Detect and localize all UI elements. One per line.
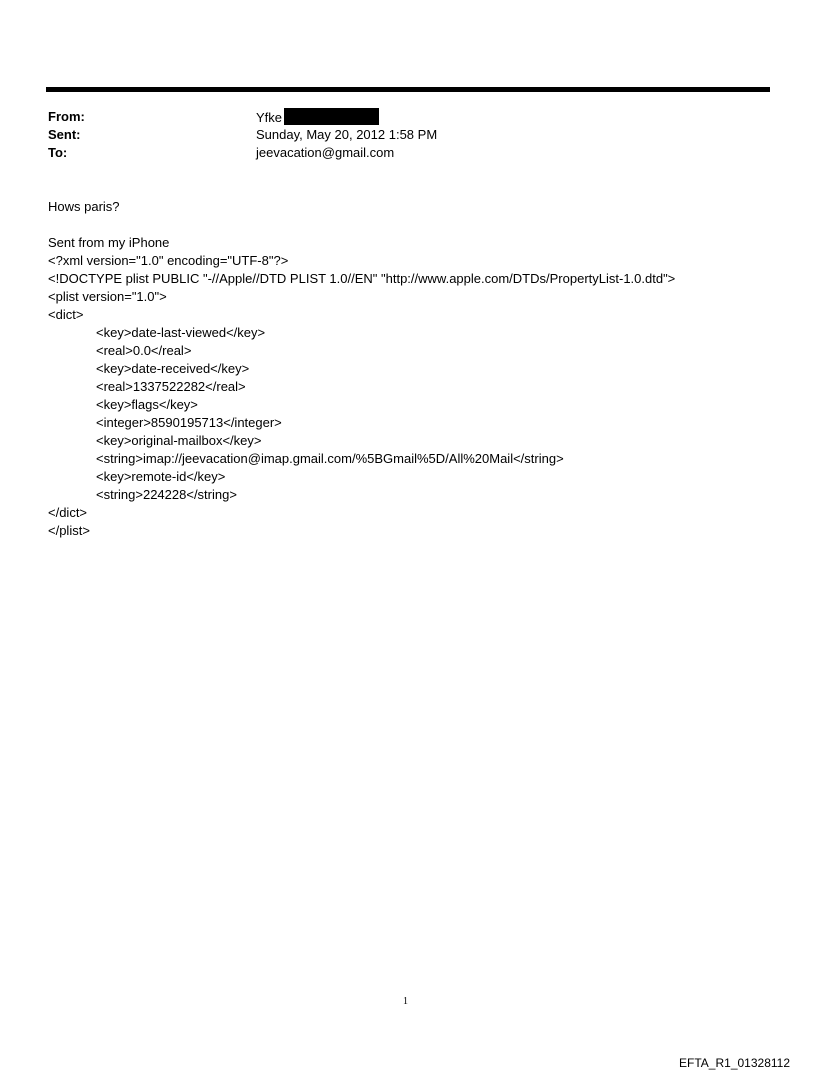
- document-id: EFTA_R1_01328112: [679, 1056, 790, 1070]
- xml-dict-line: <string>imap://jeevacation@imap.gmail.com/%5BGmail%5D/All%20Mail</string>: [96, 451, 564, 466]
- to-row: [48, 144, 437, 162]
- email-header: [48, 108, 437, 162]
- signature-line: Sent from my iPhone: [48, 235, 170, 250]
- xml-dict-line: <key>date-received</key>: [96, 361, 250, 376]
- greeting-line: Hows paris?: [48, 199, 120, 214]
- sent-label: Sent:: [48, 127, 81, 142]
- to-value: jeevacation@gmail.com: [256, 145, 395, 160]
- xml-dict-line: <key>original-mailbox</key>: [96, 433, 262, 448]
- xml-dict-line: <real>0.0</real>: [96, 343, 192, 358]
- blank-line: [48, 216, 788, 234]
- xml-dict-line: <key>remote-id</key>: [96, 469, 226, 484]
- from-value: [256, 108, 379, 126]
- sent-value: Sunday, May 20, 2012 1:58 PM: [256, 127, 438, 142]
- xml-line: <!DOCTYPE plist PUBLIC "-//Apple//DTD PLIST 1.0//EN" "http://www.apple.com/DTDs/PropertyList-1.0.dtd">: [48, 271, 676, 286]
- to-label: To:: [48, 145, 68, 160]
- xml-dict-line: <key>date-last-viewed</key>: [96, 325, 266, 340]
- from-name: Yfke: [256, 110, 283, 125]
- sent-row: [48, 126, 437, 144]
- xml-closing-line: </plist>: [48, 523, 90, 538]
- message-body: [48, 198, 788, 540]
- xml-dict-line: <key>flags</key>: [96, 397, 198, 412]
- xml-line: <?xml version="1.0" encoding="UTF-8"?>: [48, 253, 289, 268]
- redaction-block: [284, 108, 379, 125]
- xml-dict-line: <real>1337522282</real>: [96, 379, 246, 394]
- from-label: From:: [48, 109, 85, 124]
- from-row: [48, 108, 437, 126]
- xml-line: <plist version="1.0">: [48, 289, 167, 304]
- page-number: 1: [403, 996, 408, 1007]
- xml-line: <dict>: [48, 307, 84, 322]
- xml-closing-line: </dict>: [48, 505, 88, 520]
- xml-dict-line: <integer>8590195713</integer>: [96, 415, 282, 430]
- header-rule: [46, 87, 770, 92]
- xml-dict-line: <string>224228</string>: [96, 487, 237, 502]
